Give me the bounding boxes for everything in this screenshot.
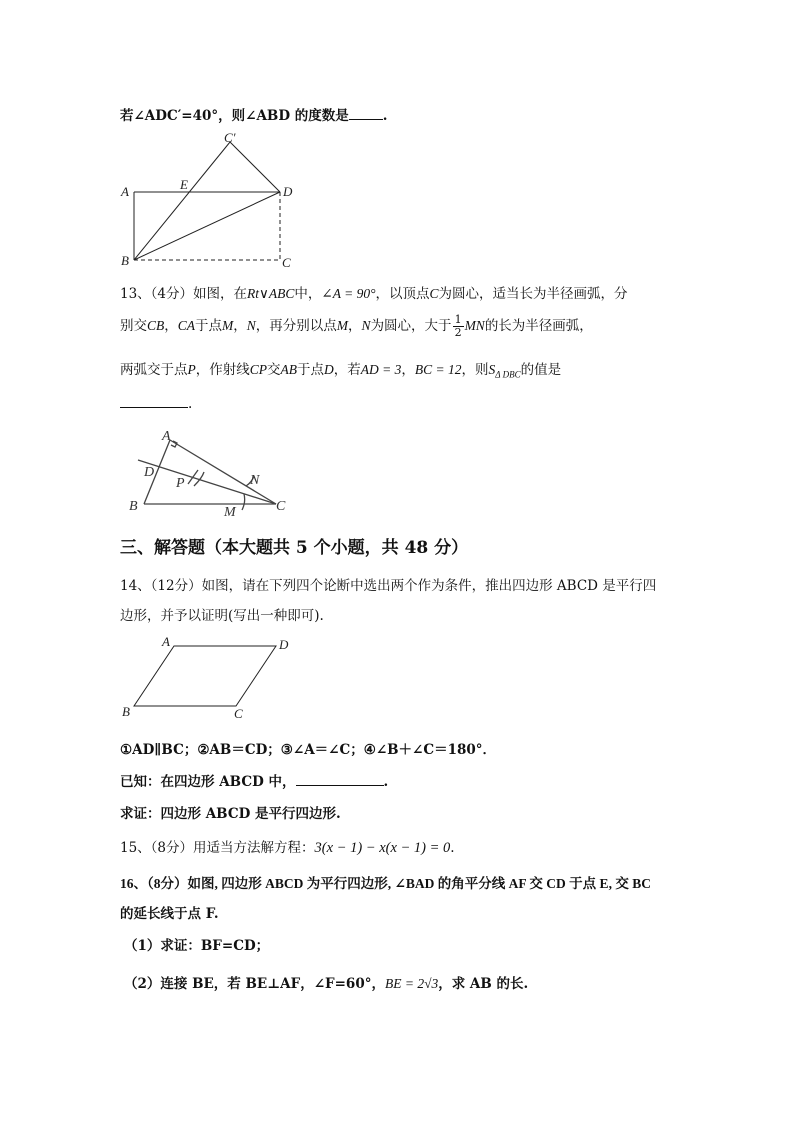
fig13-label-d: D xyxy=(144,465,155,480)
q13-point: D xyxy=(324,362,334,377)
fig13-arc-m xyxy=(242,494,245,510)
q12-answer-blank[interactable] xyxy=(349,119,383,120)
q13-line-1 xyxy=(120,282,628,302)
fig13-segment-ac xyxy=(170,440,276,504)
q15-line xyxy=(120,836,455,857)
q13-text: ， xyxy=(401,362,415,378)
q14-conditions: ①AD∥BC；②AB＝CD；③∠A＝∠C；④∠B＋∠C＝180°． xyxy=(120,742,497,758)
q13-ray: CP xyxy=(249,362,268,377)
fig12-segment-bd xyxy=(134,192,280,260)
q13-area-subscript: Δ DBC xyxy=(495,369,521,380)
section-title: 三、解答题（本大题共 5 个小题，共 48 分） xyxy=(120,538,469,558)
q13-text: 两弧交于点 xyxy=(120,362,188,378)
fig13-label-b: B xyxy=(129,499,138,514)
q13-text: 于点 xyxy=(297,362,325,378)
q13-text: ，若 xyxy=(333,362,361,378)
q13-point: M xyxy=(222,318,234,333)
q13-text: 为圆心，大于 xyxy=(370,318,452,334)
q16-part-2-text: （2）连接 BE，若 BE⊥AF，∠F=60°， xyxy=(124,976,385,992)
q16-part-2 xyxy=(124,972,528,992)
q12-figure xyxy=(112,130,332,270)
q16-part-2-end: ，求 AB 的长. xyxy=(438,976,529,992)
q12-end: . xyxy=(382,108,388,124)
q13-figure xyxy=(124,428,304,523)
q13-text: ， xyxy=(233,318,247,334)
q13-text: ， xyxy=(348,318,362,334)
q13-given-bc: BC = 12 xyxy=(414,362,462,377)
q13-point: N xyxy=(361,318,371,333)
fig12-segment-bc-prime xyxy=(134,142,230,260)
q14-figure xyxy=(118,634,308,724)
q13-line-2 xyxy=(120,314,593,339)
q13-text: 交 xyxy=(267,362,281,378)
q13-fraction xyxy=(453,314,464,339)
fig14-label-d: D xyxy=(279,637,289,652)
fig14-label-a: A xyxy=(162,634,170,649)
q13-seg: AB xyxy=(280,362,298,377)
q13-seg: CB xyxy=(147,318,165,333)
q16-line-1: 16、（8分）如图, 四边形 ABCD 为平行四边形, ∠BAD 的角平分线 AF 交 CD 于点 E, 交 BC xyxy=(120,876,651,891)
q13-text: 13、（4分）如图，在 xyxy=(120,286,248,302)
q13-answer-blank[interactable] xyxy=(120,407,188,408)
q13-text: 于点 xyxy=(195,318,223,334)
fig13-label-n: N xyxy=(250,473,260,488)
fig12-label-a: A xyxy=(121,184,129,199)
q13-text: ，再分别以点 xyxy=(255,318,337,334)
fig13-label-m: M xyxy=(224,505,236,520)
fig12-segment-c-prime-d xyxy=(230,142,280,192)
q16-line-2: 的延长线于点 F. xyxy=(120,906,219,922)
q13-area-symbol: S xyxy=(488,362,496,377)
q15-end: . xyxy=(450,840,455,856)
fig12-label-b: B xyxy=(121,253,129,268)
q13-point: P xyxy=(187,362,196,377)
q14-known: 已知：在四边形 ABCD 中， xyxy=(120,774,296,790)
q13-seg: CA xyxy=(177,318,196,333)
q12-text: 若∠ADC′=40°，则∠ABD 的度数是 xyxy=(120,108,349,124)
q16-given-be: BE = 2√3 xyxy=(384,976,439,991)
q13-point: N xyxy=(246,318,256,333)
q14-line-2: 边形，并予以证明(写出一种即可). xyxy=(120,608,324,624)
q13-end: . xyxy=(188,396,193,412)
q13-text: ， xyxy=(164,318,178,334)
q13-text: ，则 xyxy=(461,362,489,378)
fraction-numerator: 1 xyxy=(454,313,462,326)
q12-line xyxy=(120,104,387,124)
fraction-denominator: 2 xyxy=(454,326,462,339)
q13-text: 的长为半径画弧， xyxy=(484,318,593,334)
q14-known-end: . xyxy=(383,774,389,790)
q14-answer-blank[interactable] xyxy=(296,785,384,786)
q15-equation: 3(x − 1) − x(x − 1) = 0 xyxy=(314,840,451,856)
fig12-label-c: C xyxy=(282,255,291,270)
q15-text: 15、（8分）用适当方法解方程： xyxy=(120,840,315,856)
fig14-label-c: C xyxy=(234,706,243,721)
q13-text: ，作射线 xyxy=(195,362,250,378)
q13-text: 别交 xyxy=(120,318,147,334)
q14-line-1: 14、（12分）如图，请在下列四个论断中选出两个作为条件，推出四边形 ABCD 是平行四 xyxy=(120,578,657,594)
fig12-label-c-prime: C′ xyxy=(224,130,236,145)
fig12-label-e: E xyxy=(180,177,188,192)
fig14-parallelogram xyxy=(134,646,276,706)
q13-angle: ∠A = 90° xyxy=(321,286,376,301)
q13-text: 为圆心，适当长为半径画弧，分 xyxy=(438,286,628,302)
q13-seg: MN xyxy=(464,318,485,333)
q16-part-1: （1）求证：BF=CD； xyxy=(124,938,270,954)
fig13-label-a: A xyxy=(162,429,171,444)
q14-prove: 求证：四边形 ABCD 是平行四边形. xyxy=(120,806,341,822)
q13-line-3 xyxy=(120,358,561,380)
fig13-label-p: P xyxy=(176,476,185,491)
fig14-label-b: B xyxy=(122,704,130,719)
q13-text: ，以顶点 xyxy=(375,286,430,302)
q13-given-ad: AD = 3 xyxy=(360,362,402,377)
q13-point: M xyxy=(336,318,349,333)
q13-text: 中， xyxy=(294,286,322,302)
q13-point: C xyxy=(429,286,439,301)
fig13-label-c: C xyxy=(276,499,286,514)
q13-text: 的值是 xyxy=(520,362,562,378)
fig12-label-d: D xyxy=(283,184,293,199)
q13-triangle: Rt∨ABC xyxy=(247,286,295,301)
q13-line-4 xyxy=(120,396,192,412)
q14-known-line xyxy=(120,770,388,790)
